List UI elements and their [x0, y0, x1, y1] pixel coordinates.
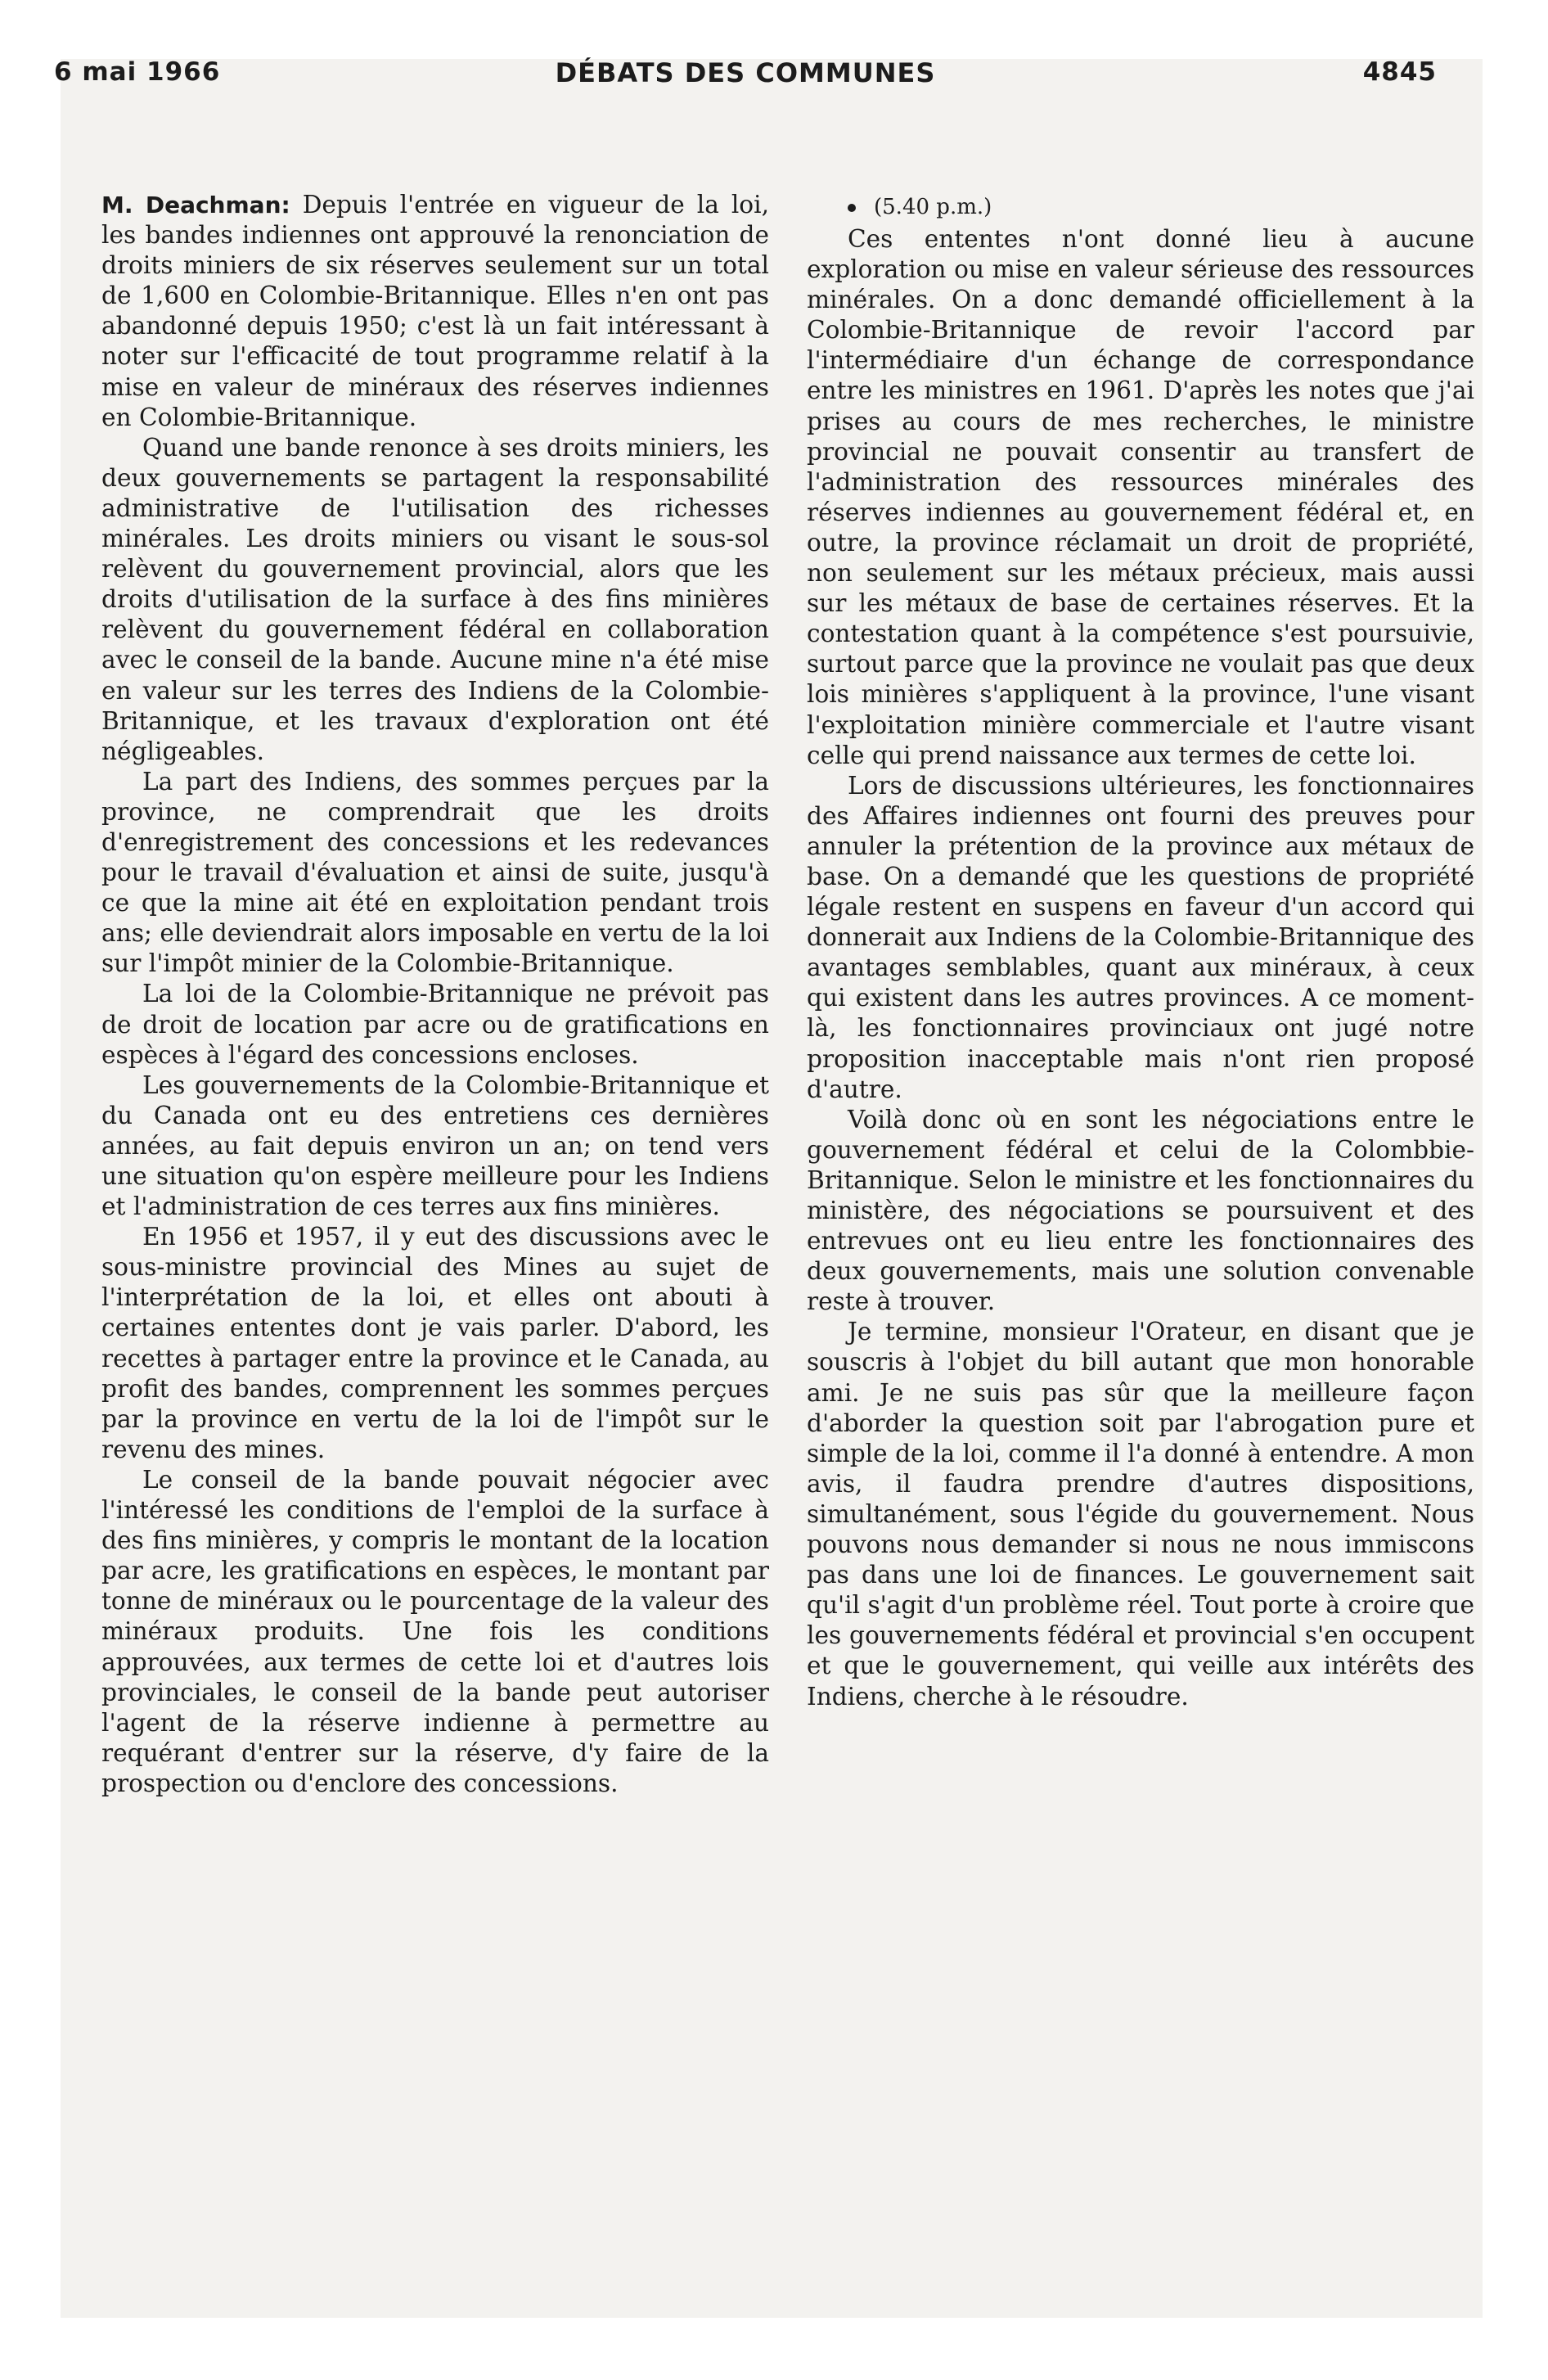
time-stamp: (5.40 p.m.) [874, 195, 992, 219]
header-page-number: 4845 [1362, 57, 1437, 87]
left-column [101, 190, 769, 1799]
paragraph-text: Depuis l'entrée en vigueur de la loi, les bandes indiennes ont approuvé la renonciation de droits miniers de six réserves seulement sur un total de 1,600 en Colombie-Britannique. Elles n'en ont pas abandonné depuis 1950; c'est là un fait intéressant à noter sur l'efficacité de tout programme relatif à la mise en valeur de minéraux des réserves indiennes en Colombie-Britannique. [101, 191, 769, 431]
paragraph: En 1956 et 1957, il y eut des discussions avec le sous-ministre provincial des Mines au sujet de l'interprétation de la loi, et elles ont abouti à certaines ententes dont je vais parler. D'abord, les recettes à partager entre la province et le Canada, au profit des bandes, comprennent les sommes perçues par la province en vertu de la loi de l'impôt sur le revenu des mines. [101, 1223, 769, 1463]
time-marker [807, 190, 1474, 224]
right-column [807, 190, 1474, 1712]
header-date: 6 mai 1966 [54, 57, 221, 87]
header-title: DÉBATS DES COMMUNES [555, 57, 936, 88]
page-header [54, 57, 1437, 115]
paragraph [101, 190, 769, 433]
paragraph: Voilà donc où en sont les négociations entre le gouvernement fédéral et celui de la Colombbie-Britannique. Selon le ministre et les fonctionnaires du ministère, des négociations se poursuivent et des entrevues ont eu lieu entre les fonctionnaires des deux gouvernements, mais une solution convenable reste à trouver. [807, 1105, 1474, 1316]
paragraph: Quand une bande renonce à ses droits miniers, les deux gouvernements se partagent la responsabilité administrative de l'utilisation des richesses minérales. Les droits miniers ou visant le sous-sol relèvent du gouvernement provincial, alors que les droits d'utilisation de la surface à des fins minières relèvent du gouvernement fédéral en collaboration avec le conseil de la bande. Aucune mine n'a été mise en valeur sur les terres des Indiens de la Colombie-Britannique, et les travaux d'exploration ont été négligeables. [101, 433, 769, 765]
paragraph: Ces ententes n'ont donné lieu à aucune exploration ou mise en valeur sérieuse des ressources minérales. On a donc demandé officiellement à la Colombie-Britannique de revoir l'accord par l'intermédiaire d'un échange de correspondance entre les ministres en 1961. D'après les notes que j'ai prises au cours de mes recherches, le ministre provincial ne pouvait consentir au transfert de l'administration des ressources minérales des réserves indiennes au gouvernement fédéral et, en outre, la province réclamait un droit de propriété, non seulement sur les métaux précieux, mais aussi sur les métaux de base de certaines réserves. Et la contestation quant à la compétence s'est poursuivie, surtout parce que la province ne voulait pas que deux lois minières s'appliquent à la province, l'une visant l'exploitation minière commerciale et l'autre visant celle qui prend naissance aux termes de cette loi. [807, 225, 1474, 769]
paragraph: La part des Indiens, des sommes perçues par la province, ne comprendrait que les droits d'enregistrement des concessions et les redevances pour le travail d'évaluation et ainsi de suite, jusqu'à ce que la mine ait été en exploitation pendant trois ans; elle deviendrait alors imposable en vertu de la loi sur l'impôt minier de la Colombie-Britannique. [101, 767, 769, 978]
paragraph: La loi de la Colombie-Britannique ne prévoit pas de droit de location par acre ou de gratifications en espèces à l'égard des concessions encloses. [101, 980, 769, 1069]
paragraph: Les gouvernements de la Colombie-Britannique et du Canada ont eu des entretiens ces dernières années, au fait depuis environ un an; on tend vers une situation qu'on espère meilleure pour les Indiens et l'administration de ces terres aux fins minières. [101, 1071, 769, 1221]
speaker-name: M. Deachman: [101, 192, 290, 219]
bullet-icon [848, 204, 856, 212]
paragraph: Le conseil de la bande pouvait négocier avec l'intéressé les conditions de l'emploi de la surface à des fins minières, y compris le montant de la location par acre, les gratifications en espèces, le montant par tonne de minéraux ou le pourcentage de la valeur des minéraux produits. Une fois les conditions approuvées, aux termes de cette loi et d'autres lois provinciales, le conseil de la bande peut autoriser l'agent de la réserve indienne à permettre au requérant d'entrer sur la réserve, d'y faire de la prospection ou d'enclore des concessions. [101, 1465, 769, 1797]
paragraph: Je termine, monsieur l'Orateur, en disant que je souscris à l'objet du bill autant que mon honorable ami. Je ne suis pas sûr que la meilleure façon d'aborder la question soit par l'abrogation pure et simple de la loi, comme il l'a donné à entendre. A mon avis, il faudra prendre d'autres dispositions, simultanément, sous l'égide du gouvernement. Nous pouvons nous demander si nous ne nous immiscons pas dans une loi de finances. Le gouvernement sait qu'il s'agit d'un problème réel. Tout porte à croire que les gouvernements fédéral et provincial s'en occupent et que le gouvernement, qui veille aux intérêts des Indiens, cherche à le résoudre. [807, 1318, 1474, 1711]
paragraph: Lors de discussions ultérieures, les fonctionnaires des Affaires indiennes ont fourni des preuves pour annuler la prétention de la province aux métaux de base. On a demandé que les questions de propriété légale restent en suspens en faveur d'un accord qui donnerait aux Indiens de la Colombie-Britannique des avantages semblables, quant aux minéraux, à ceux qui existent dans les autres provinces. A ce moment-là, les fonctionnaires provinciaux ont jugé notre proposition inacceptable mais n'ont rien proposé d'autre. [807, 771, 1474, 1103]
